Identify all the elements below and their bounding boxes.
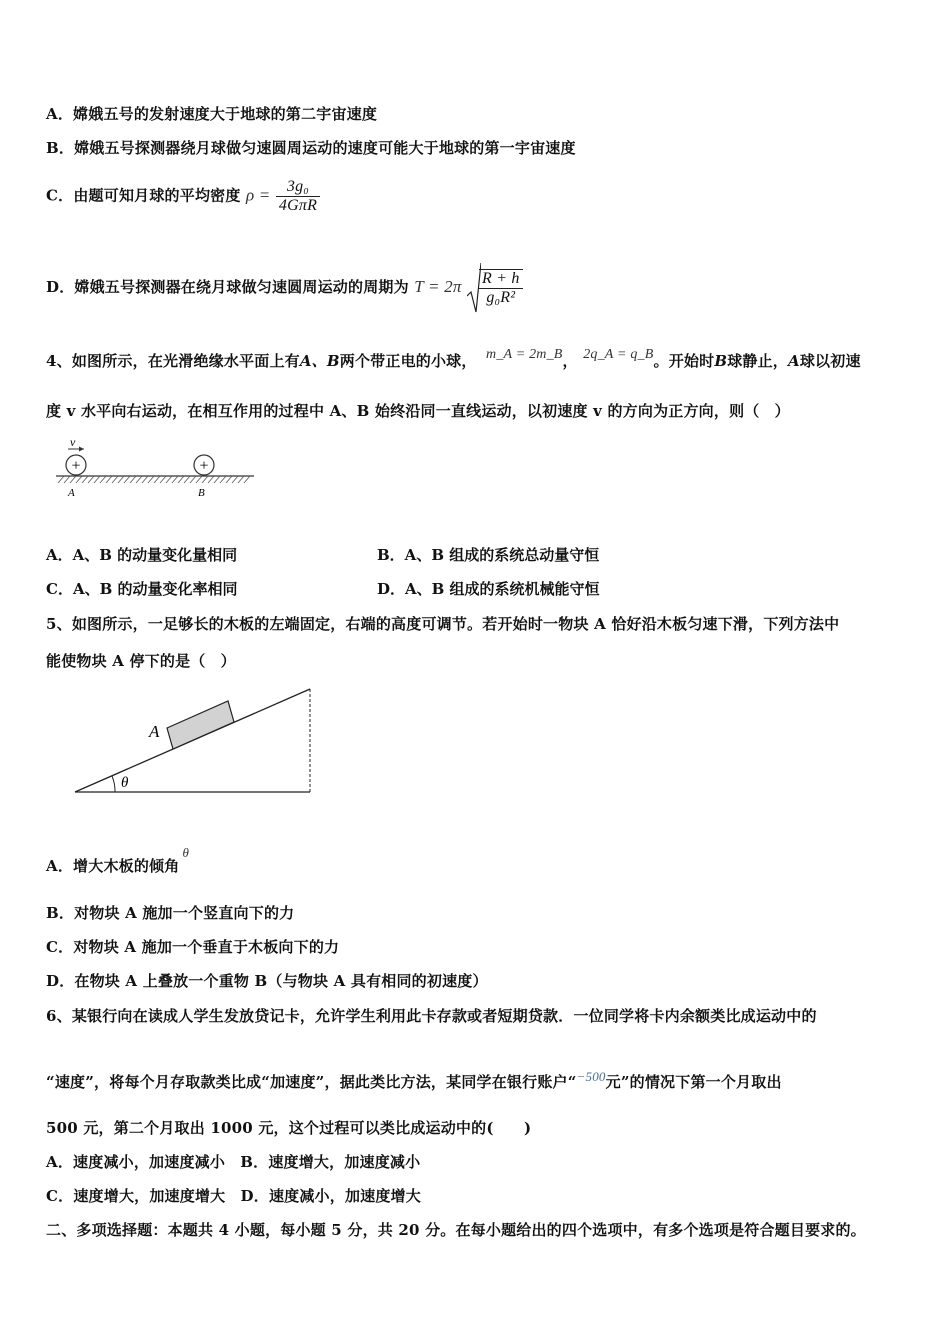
q6-stem-text-1: “速度”，将每个月存取款类比成“加速度”，据此类比方法，某同学在银行账户“ [46,1073,577,1091]
q6-stem-line3: 500 元，第二个月取出 1000 元，这个过程可以类比成运动中的( ) [46,1119,532,1137]
q5-option-b: B．对物块 A 施加一个竖直向下的力 [46,904,295,922]
q3-d-denominator: g₀R² [486,289,516,306]
q4-stem-text-2: 两个带正电的小球， [339,352,477,370]
q3-c-denominator: 4GπR [278,197,318,214]
q4-charge-relation: 2q_A = q_B [583,347,654,362]
q3-d-fraction [479,270,523,307]
section-2-heading: 二、多项选择题：本题共 4 小题，每小题 5 分，共 20 分。在每小题给出的四个选项中，有多个选项是符合题目要求的。 [46,1221,866,1239]
q4-figure-v-label: v [70,435,76,449]
angle-arc [112,776,115,792]
velocity-arrow-head-icon [79,447,84,452]
q4-stem-text-1: 4、如图所示，在光滑绝缘水平面上有 [46,352,300,370]
q5-option-a-text: A．增大木板的倾角 [46,857,180,875]
q5-option-d: D．在物块 A 上叠放一个重物 B（与物块 A 具有相同的初速度） [46,972,488,990]
q4-mass-relation: m_A = 2m_B [486,347,563,362]
q3-option-d [46,262,523,314]
q6-stem-text-2: 元”的情况下第一个月取出 [605,1073,782,1091]
q3-c-formula-lhs: ρ = [245,185,271,205]
q5-option-a-symbol: θ [182,845,190,860]
q4-stem-a: A [788,352,800,370]
ball-a-charge: + [71,457,81,475]
q4-stem-ab: A、B [299,352,340,370]
q5-stem-line2: 能使物块 A 停下的是（ ） [46,652,236,670]
q4-stem-text-4: 球静止， [727,352,789,370]
block-a [167,701,234,749]
q3-option-b: B．嫦娥五号探测器绕月球做匀速圆周运动的速度可能大于地球的第一宇宙速度 [46,139,576,157]
q6-options-ab: A．速度减小，加速度减小 B．速度增大，加速度减小 [46,1153,421,1171]
q5-figure [70,685,320,800]
q5-stem-line1: 5、如图所示，一足够长的木板的左端固定，右端的高度可调节。若开始时一物块 A 恰好沿木板匀速下滑，下列方法中 [46,615,840,633]
q4-figure [54,434,260,500]
q3-option-a: A．嫦娥五号的发射速度大于地球的第二宇宙速度 [46,105,378,123]
q3-d-sqrt [467,262,523,314]
q3-option-c [46,178,320,215]
q5-figure-block-label: A [149,722,160,741]
q6-stem-line1: 6、某银行向在读成人学生发放贷记卡，允许学生利用此卡存款或者短期贷款．一位同学将卡内余额类比成运动中的 [46,1007,817,1025]
q4-option-b: B．A、B 组成的系统总动量守恒 [377,546,600,564]
q5-option-c: C．对物块 A 施加一个垂直于木板向下的力 [46,938,340,956]
q4-stem-line2: 度 v 水平向右运动，在相互作用的过程中 A、B 始终沿同一直线运动，以初速度 v 的方向为正方向，则（ ） [46,402,790,420]
q3-d-numerator: R + h [479,270,523,289]
q5-figure-angle-label: θ [121,775,129,791]
ground-hatching [58,476,250,483]
q4-figure-label-a: A [68,487,75,499]
q4-option-a: A．A、B 的动量变化量相同 [46,546,238,564]
q4-stem-b: B [714,352,728,370]
q4-stem-text-3: 。开始时 [653,352,715,370]
q6-balance-value: −500 [576,1069,606,1084]
q4-stem-line1: 4、如图所示，在光滑绝缘水平面上有A、B两个带正电的小球， m_A = 2m_B， 2q_A = q_B。开始时B球静止，A球以初速 [46,347,861,370]
q3-option-c-text: C．由题可知月球的平均密度 [46,186,241,205]
q4-option-d: D．A、B 组成的系统机械能守恒 [377,580,600,598]
q4-stem-text-5: 球以初速 [799,352,861,370]
q4-option-c: C．A、B 的动量变化率相同 [46,580,238,598]
q6-stem-line2 [46,1069,782,1092]
q6-options-cd: C．速度增大，加速度增大 D．速度减小，加速度增大 [46,1187,421,1205]
q3-c-numerator: 3g₀ [276,178,320,197]
q3-option-d-text: D．嫦娥五号探测器在绕月球做匀速圆周运动的周期为 [46,278,409,296]
q4-figure-label-b: B [198,487,205,499]
q3-d-formula-lhs: T = 2π [414,277,462,296]
q3-c-fraction [276,178,320,215]
ball-b-charge: + [199,457,209,475]
q5-option-a [46,845,190,876]
